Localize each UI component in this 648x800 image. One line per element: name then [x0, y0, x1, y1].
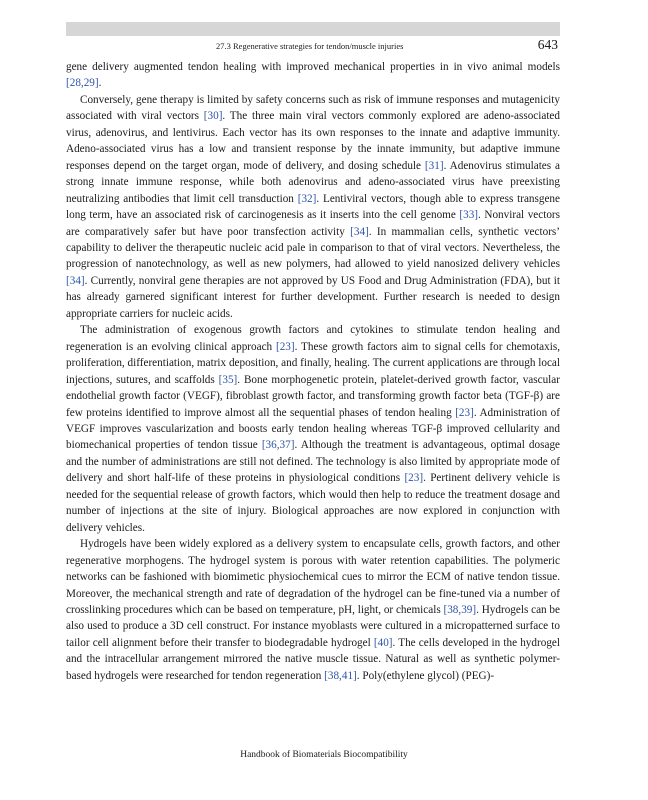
paragraph-text: . Lentiviral vectors, though able to express transgene long term, have an associated risk of carcinogenesis as it inserts into the cell genome	[66, 192, 560, 222]
paragraph-text: Hydrogels have been widely explored as a delivery system to encapsulate cells, growth factors, and other regenerative morphogens. The hydrogel system is porous with water retention capabilities. The polymeric networks can be fashioned with biomimetic physiochemical cues to mirror the ECM of native tendon tissue. Moreover, the mechanical strength and rate of degradation of the hydrogel can be fine-tuned via a number of crosslinking procedures which can be based on temperature, pH, light, or chemicals	[66, 538, 560, 616]
paragraph-text: Conversely, gene therapy is limited by safety concerns such as risk of immune responses and mutagenicity associated with viral vectors	[66, 93, 560, 123]
paragraph-text: . Adenovirus stimulates a strong innate immune response, while both adenovirus and adeno-associated virus have preexisting neutralizing antibodies that limit cell transduction	[66, 159, 560, 205]
paragraph-text: . The cells developed in the hydrogel and the intracellular arrangement mirrored the native muscle tissue. Natural as well as synthetic polymer-based hydrogels were researched for tendon regeneration	[66, 636, 560, 682]
paragraph	[66, 92, 560, 322]
paragraph-text: . In mammalian cells, synthetic vectors’ capability to deliver the therapeutic nucleic acid pale in comparison to that of viral vectors. Nevertheless, the progression of nanotechnology, as well as new polymers, had allowed to yield nanosized delivery vehicles	[66, 225, 560, 271]
citation-link[interactable]: [28,29]	[66, 77, 99, 90]
header-bar	[66, 22, 560, 36]
paragraph-text: . Currently, nonviral gene therapies are not approved by US Food and Drug Administration (FDA), but it has already garnered significant interest for further development. Further research is needed to design appropriate carriers for nucleic acids.	[66, 274, 560, 320]
paragraph-text: . Hydrogels can be also used to produce a 3D cell construct. For instance myoblasts were cultured in a micropatterned surface to tailor cell alignment before their transfer to biodegradable hydrogel	[66, 603, 560, 649]
citation-link[interactable]: [23]	[404, 472, 424, 485]
citation-link[interactable]: [38,41]	[324, 669, 357, 682]
citation-link[interactable]: [35]	[218, 373, 238, 386]
citation-link[interactable]: [23]	[275, 340, 295, 353]
citation-link[interactable]: [33]	[459, 209, 479, 222]
paragraph-text: . Administration of VEGF improves vascularization and boosts early tendon healing whereas TGF-β improved cellularity and biomechanical properties of tendon tissue	[66, 406, 560, 452]
citation-link[interactable]: [34]	[66, 274, 85, 287]
citation-link[interactable]: [31]	[424, 159, 444, 172]
paragraph-text: . Although the treatment is advantageous, optimal dosage and the number of administrations are still not defined. The technology is also limited by appropriate mode of delivery and short half-life of these proteins in physiological conditions	[66, 439, 561, 485]
running-header	[66, 38, 560, 55]
paragraph	[66, 322, 560, 536]
paragraph-text: . Pertinent delivery vehicle is needed for the sequential release of growth factors, which would then help to reduce the treatment dosage and number of injections at the site of injury. Biological approaches are now explored in conjunction with delivery vehicles.	[66, 472, 560, 534]
citation-link[interactable]: [32]	[297, 192, 317, 205]
citation-link[interactable]: [36,37]	[261, 439, 295, 452]
citation-link[interactable]: [30]	[203, 110, 223, 123]
citation-link[interactable]: [34]	[350, 225, 369, 238]
paragraph-text: gene delivery augmented tendon healing with improved mechanical properties in in vivo animal models	[66, 61, 560, 73]
running-title: 27.3 Regenerative strategies for tendon/muscle injuries	[216, 41, 404, 51]
paragraph-text: The administration of exogenous growth factors and cytokines to stimulate tendon healing and regeneration is an evolving clinical approach	[66, 324, 560, 353]
citation-link[interactable]: [23]	[455, 406, 474, 419]
paragraph-text: . Nonviral vectors are comparatively safer but have poor transfection activity	[66, 209, 560, 238]
citation-link[interactable]: [40]	[373, 636, 393, 649]
footer-book-title: Handbook of Biomaterials Biocompatibility	[240, 750, 408, 760]
page-number: 643	[537, 37, 558, 52]
paragraph-text: .	[98, 77, 102, 90]
body-text	[66, 59, 560, 684]
paragraph-text: . These growth factors aim to signal cells for chemotaxis, proliferation, differentiation, matrix deposition, and finally, healing. The current applications are through local injections, sutures, and scaffolds	[66, 340, 560, 386]
paragraph-text: . Poly(ethylene glycol) (PEG)-	[356, 669, 495, 682]
paragraph-text: . Bone morphogenetic protein, platelet-derived growth factor, vascular endothelial growth factor (VEGF), fibroblast growth factor, and transforming growth factor beta (TGF-β) are few proteins identified to improve almost all the sequential phases of tendon healing	[66, 373, 560, 419]
paragraph-text: . The three main viral vectors commonly explored are adeno-associated virus, adenovirus, and lentivirus. Each vector has its own responses to the innate and adaptive immunity. Adeno-associated virus has a low and transient response by the innate immunity, but adaptive immune responses depend on the target organ, mode of delivery, and dosing schedule	[66, 110, 560, 172]
paragraph	[66, 536, 560, 684]
paragraph	[66, 59, 560, 92]
citation-link[interactable]: [38,39]	[443, 603, 477, 616]
